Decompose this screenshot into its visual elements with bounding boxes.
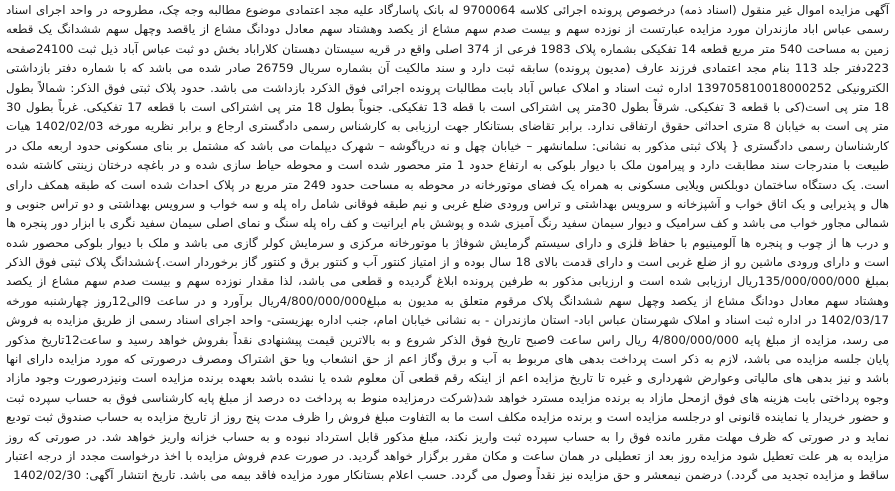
notice-text: آگهی مزایده اموال غیر منقول (اسناد ذمه) درخصوص پرونده اجرائی کلاسه 9700064 له بانک پاسارگاد علیه مجد اعتمادی موضوع مطالبه وجه چک، مطروحه در واحد اجرای اسناد رسمی عباس اباد مازندران مورد مزایده عبارتست از نوزده سهم و بیست صدم سهم مشاع از یکصد وهشتاد سهم معادل دودانگ مشاع از یاقصد وچهل سهم ششدانگ یک قطعه زمین به مساحت 540 متر مربع قطعه 14 تفکیکی بشماره پلاک 1983 فرعی از 374 اصلی واقع در قریه سیستان دهستان کلاراباد بخش دو ثبت عباس آباد ذیل ثبت 24100صفحه 223دفتر جلد 113 بنام مجد اعتمادی فرزند عارف (مدیون پرونده) سابقه ثبت دارد و سند مالکیت آن بشماره سریال 26759 صادر شده می باشد که با شماره دفتر بازداشتی الکترونیکی 139705810018000252 اداره ثبت اسناد و املاک عباس آباد بابت مطالبات پرونده اجرائی فوق الذکرد بازداشت می باشد. حدود پلاک ثبتی فوق الذکر: شمالاً بطول 18 متر پی است(کی با قطعه 3 تفکیکی. شرقاً بطول 30متر پی اشتراکی است با قطه 13 تفکیکی. جنوباً بطول 18 متر پی اشتراکی است با قطعه 17 تفکیکی. غرباً بطول 30 متر پی است به خیابان 8 متری احداثی حقوق ارتفاقی ندارد. برابر تقاضای بستانکار جهت ارزیابی به کارشناس رسمی دادگستری ارجاع و برابر نظریه مورخه 1402/02/03 هیات کارشناسان رسمی دادگستری { پلاک ثبتی مذکور به نشانی: سلمانشهر – خیابان چهل و نه دریاگوشه – شهرک دیپلمات می باشد که مشتمل بر بنای مسکونی حدود اربعه ملک در طبیعت با مندرجات سند مطابقت دارد و پیرامون ملک با دیوار بلوکی به ارتفاع حدود 1 متر محصور شده است و محوطه حیاط سازی شده و در باغچه درختان زینتی کاشته شده است. یک دستگاه ساختمان دوبلکس ویلایی مسکونی به همراه یک فضای موتورخانه در محوطه به مساحت حدود 249 متر مربع در پلاک احداث شده است که طبقه همکف دارای هال و پذیرایی و یک اتاق خواب و آشپزخانه و سرویس بهداشتی و تراس ورودی ضلع غربی و نیم طبقه فوقانی شامل راه پله و سه خواب و سرویس بهداشتی و دو تراس جنوبی و شمالی مجاور خواب می باشد و کف سرامیک و دیوار سیمان سفید رنگ آمیزی شده و پوشش بام ایرانیت و کف راه پله سنگ و نمای اصلی سیمان سفید نگری با ابزار دور پنجره ها و درب ها از چوب و پنجره ها آلومینیوم با حفاظ فلزی و دارای سیستم گرمایش شوفاژ با موتورخانه مرکزی و سرمایش کولر گازی می باشد و ملک با دیوار بلوکی محصور شده است و دارای ورودی ماشین رو از ضلع غربی است و دارای قدمت بالای 18 سال بوده و از امتیاز کنتور آب و کنتور برق و کنتور گاز برخوردار است.}ششدانگ پلاک ثبتی فوق الذکر بمبلغ 135/000/000/000ریال ارزیابی شده است و ارزیابی مذکور به طرفین پرونده ابلاغ گردیده و قطعی می باشد، لذا مقدار نوزده سهم و بیست صدم سهم مشاع از یکصد وهشتاد سهم معادل دودانگ مشاع از یکصد وچهل سهم ششدانگ پلاک مرقوم متعلق به مدیون به مبلغ4/800/000/000ریال برآورد و در ساعت 9الی12روز چهارشنبه مورخه 1402/03/17 در اداره ثبت اسناد و املاک شهرستان عباس اباد- استان مازندران - به نشانی خیابان امام، جنب اداره بهزیستی- واحد اجرای اسناد رسمی از طریق مزایده به فروش می رسد، مزایده از مبلغ پایه 4/800/000/000 ریال راس ساعت 9صبح تاریخ فوق الذکر شروع و به بالاترین قیمت پیشنهادی نقداً بفروش خواهد رسید و ساعت12تاریخ مذکور پایان جلسه مزایده می باشد، لازم به ذکر است پرداخت بدهی های مربوط به آب و برق وگاز اعم از حق انشعاب ویا حق اشتراک ومصرف درصورتی که مورد مزایده دارای انها باشد و نیز بدهی های مالیاتی وعوارض شهرداری و غیره تا تاریخ مزایده اعم از اینکه رقم قطعی آن معلوم شده یا نشده باشد بعهده برنده مزایده است ونیزدرصورت وجود مازاد وجوه پرداختی بابت هزینه های فوق ازمحل مازاد به برنده مزایده مسترد خواهد شد(شرکت درمزایده منوط به پرداخت ده درصد از مبلغ پایه کارشناسی فوق به حساب سپرده ثبت و حضور خریدار یا نماینده قانونی او درجلسه مزایده است و برنده مزایده مکلف است ما به التفاوت مبلغ فروش را ظرف مدت پنج روز از تاریخ مزایده به حساب صندوق ثبت تودیع نماید و در صورتی که ظرف مهلت مقرر مانده فوق را به حساب سپرده ثبت واریز نکند، مبلغ مذکور قابل استرداد نبوده و به حساب خزانه واریز خواهد شد. در صورتی که روز مزایده به هر علت تعطیل شود مزایده روز بعد از تعطیلی در همان ساعت و مکان مقرر برگزار خواهد گردید. در صورت عدم فروش مزایده با اخذ درخواست مجدد از درجه اعتبار ساقط و مزایده تجدید می گردد.) درضمن نیمعشر و حق مزایده نیز نقداً وصول می گردد. حسب اعلام بستانکار مورد مزایده فاقد بیمه می باشد. تاریخ انتشار آگهی: 1402/02/30 — [6, 3, 890, 483]
